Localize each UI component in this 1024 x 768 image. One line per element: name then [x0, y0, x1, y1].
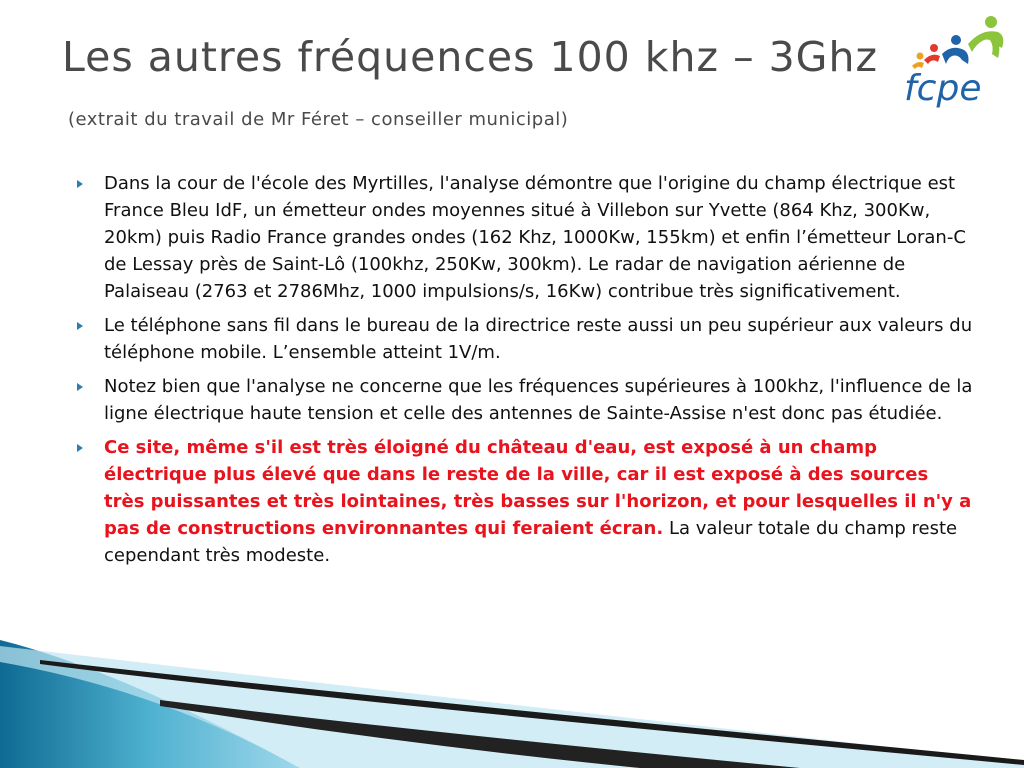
- bullet-text: Notez bien que l'analyse ne concerne que les fréquences supérieures à 100khz, l'influence de la ligne électrique haute tension et celle des antennes de Sainte-Assise n'est donc pas étudiée.: [104, 376, 973, 424]
- decorative-swoosh: [0, 640, 1024, 768]
- arrow-bullet-icon: [76, 312, 88, 339]
- bullet-item: [74, 373, 974, 427]
- arrow-bullet-icon: [76, 373, 88, 400]
- title-subtitle: (extrait du travail de Mr Féret – conseiller municipal): [68, 109, 569, 130]
- bullet-text: Dans la cour de l'école des Myrtilles, l'analyse démontre que l'origine du champ électrique est France Bleu IdF, un émetteur ondes moyennes situé à Villebon sur Yvette (864 Khz, 300Kw, 20km) puis Radio France grandes ondes (162 Khz, 1000Kw, 155km) et enfin l’émetteur Loran-C de Lessay près de Saint-Lô (100khz, 250Kw, 300km). Le radar de navigation aérienne de Palaiseau (2763 et 2786Mhz, 1000 impulsions/s, 16Kw) contribue très significativement.: [104, 173, 966, 302]
- arrow-bullet-icon: [76, 170, 88, 197]
- bullet-emphasis-text: Ce site, même s'il est très éloigné du château d'eau, est exposé à un champ électrique plus élevé que dans le reste de la ville, car il est exposé à des sources très puissantes et très lointaines, très basses sur l'horizon, et pour lesquelles il n'y a pas de constructions environnantes qui feraient écran.: [104, 437, 972, 539]
- fcpe-logo: [898, 14, 1010, 114]
- slide-title: [62, 30, 902, 147]
- bullet-item: [74, 312, 974, 366]
- title-main: Les autres fréquences 100 khz – 3Ghz: [62, 33, 878, 81]
- fcpe-logo-figures-icon: [898, 14, 1010, 114]
- bullet-item: [74, 434, 974, 569]
- arrow-bullet-icon: [76, 434, 88, 461]
- bullet-text: La valeur totale du champ reste cependant très modeste.: [104, 518, 958, 566]
- bullet-list: [74, 170, 974, 576]
- bullet-item: [74, 170, 974, 305]
- logo-text: fcpe: [904, 68, 982, 109]
- bullet-text: Le téléphone sans fil dans le bureau de la directrice reste aussi un peu supérieur aux valeurs du téléphone mobile. L’ensemble atteint 1V/m.: [104, 315, 973, 363]
